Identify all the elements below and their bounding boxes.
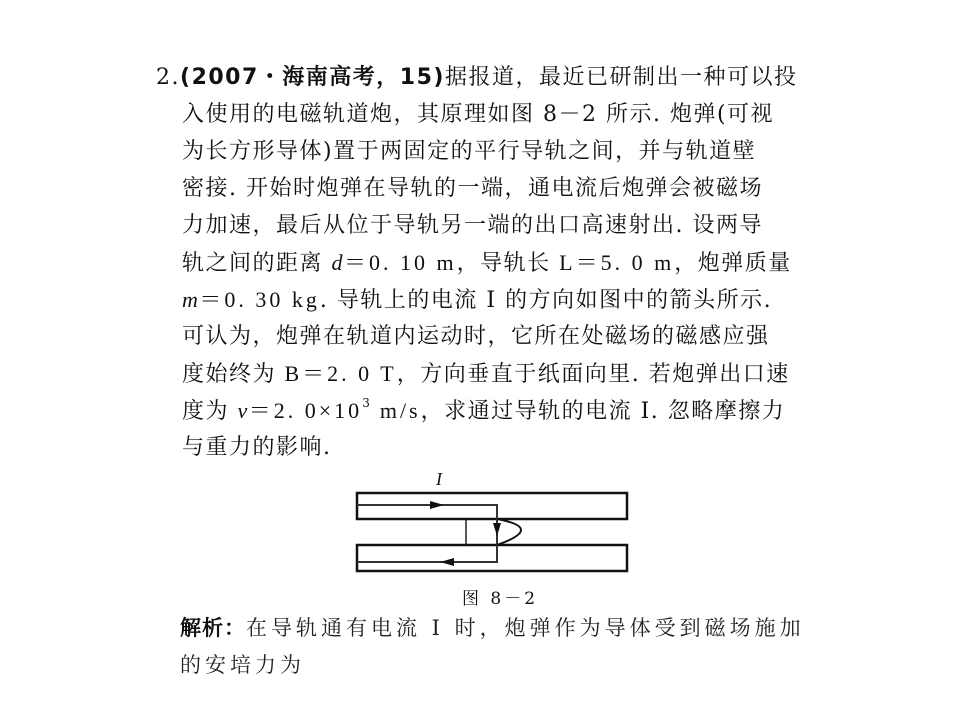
problem-line-11: 与重力的影响.: [182, 435, 332, 460]
arrow-down-icon: [493, 523, 501, 536]
problem-line-2: 入使用的电磁轨道炮，其原理如图 8－2 所示. 炮弹(可视: [182, 102, 775, 127]
problem-line-1: 2.(2007・海南高考，15)据报道，最近已研制出一种可以投: [156, 65, 798, 90]
problem-line-3: 为长方形导体)置于两固定的平行导轨之间，并与轨道壁: [182, 139, 757, 164]
arrow-left-icon: [440, 558, 454, 566]
railgun-diagram: [350, 468, 640, 578]
analysis-line-2: 的安培力为: [180, 653, 305, 677]
current-label: I: [436, 469, 442, 489]
problem-line-6: 轨之间的距离 d＝0. 10 m，导轨长 L＝5. 0 m，炮弹质量: [182, 250, 792, 276]
problem-line-10: 度为 v＝2. $0\times 10^3$ m/s，求通过导轨的电流 I. 忽略摩擦力: [182, 396, 786, 424]
bottom-rail: [357, 545, 627, 571]
var-d: d: [331, 250, 344, 275]
railgun-figure: [350, 468, 640, 578]
force-arc: [497, 519, 521, 545]
problem-line-7: m＝0. 30 kg. 导轨上的电流 I 的方向如图中的箭头所示.: [182, 287, 773, 313]
analysis-line-1: 解析：在导轨通有电流 I 时，炮弹作为导体受到磁场施加: [180, 616, 805, 640]
problem-line-4: 密接. 开始时炮弹在导轨的一端，通电流后炮弹会被磁场: [182, 176, 763, 201]
figure-caption: 图 8－2: [462, 589, 539, 609]
problem-line-8: 可认为，炮弹在轨道内运动时，它所在处磁场的磁感应强: [182, 324, 770, 349]
problem-line-5: 力加速，最后从位于导轨另一端的出口高速射出. 设两导: [182, 213, 763, 238]
problem-line-9: 度始终为 B＝2. 0 T，方向垂直于纸面向里. 若炮弹出口速: [182, 361, 790, 387]
var-v: v: [237, 398, 249, 423]
current-path: [357, 505, 497, 562]
arrow-right-icon: [430, 501, 444, 509]
problem-number: 2.: [156, 65, 180, 90]
problem-source: 2007・海南高考，15: [191, 65, 434, 90]
var-m: m: [182, 287, 200, 312]
analysis-heading: 解析：: [180, 616, 246, 640]
